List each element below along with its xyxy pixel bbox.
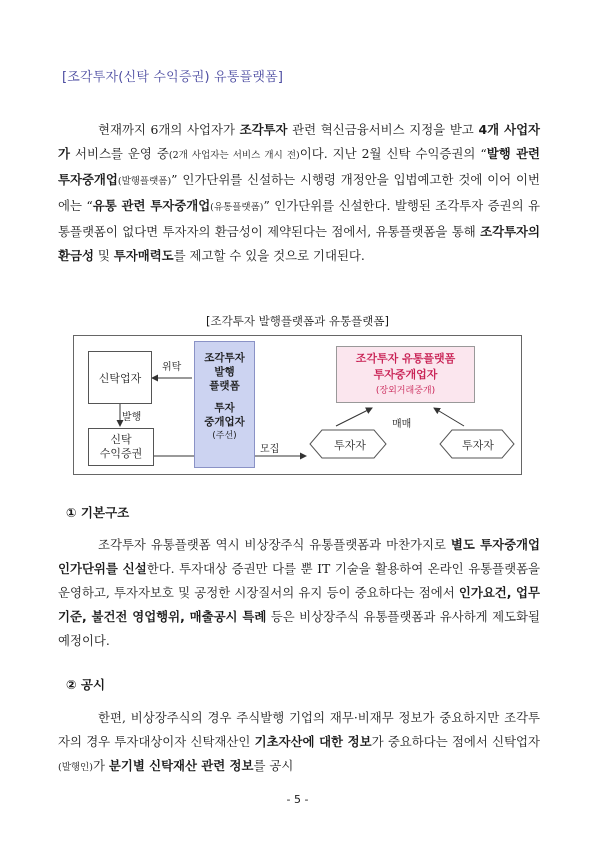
structure-paragraph: 조각투자 유통플랫폼 역시 비상장주식 유통플랫폼과 마찬가지로 별도 투자중개업 인가단위를 신설한다. 투자대상 증권만 다를 뿐 IT 기술을 활용하여 온라인 유통플랫폼을 운영하고, 투자자보호 및 공정한 시장질서의 유지 등이 중요하다는 점에서 인가요건, 업무기준, 불건전 영업행위, 매출공시 특례 등은 비상장주식 유통플랫폼과 유사하게 제도화될 예정이다.: [58, 537, 541, 648]
investor-right: 투자자: [462, 439, 494, 452]
intro-paragraph: 현재까지 6개의 사업자가 조각투자 관련 혁신금융서비스 지정을 받고 4개 사업자가 서비스를 운영 중(2개 사업자는 서비스 개시 전)이다. 지난 2월 신탁 수익증권의 “발행 관련 투자중개업(발행플랫폼)” 인가단위를 신설하는 시행령 개정안을 입법예고한 것에 이어 이번에는 “유통 관련 투자중개업(유통플랫폼)” 인가단위를 신설한다. 발행된 조각투자 증권의 유통플랫폼이 없다면 투자자의 환금성이 제약된다는 점에서, 유통플랫폼을 통해 조각투자의 환금성 및 투자매력도를 제고할 수 있을 것으로 기대된다.: [58, 122, 541, 263]
section-title: [조각투자(신탁 수익증권) 유통플랫폼]: [62, 70, 284, 85]
disclosure-paragraph: 한편, 비상장주식의 경우 주식발행 기업의 재무·비재무 정보가 중요하지만 조각투자의 경우 투자대상이자 신탁재산인 기초자산에 대한 정보가 중요하다는 점에서 신탁업자(발행인)가 분기별 신탁재산 관련 정보를 공시: [58, 710, 541, 773]
label-consign: 위탁: [162, 362, 182, 373]
investor-left: 투자자: [334, 439, 366, 452]
beneficiary-certificate-box: 신탁 수익증권: [88, 428, 154, 466]
label-trade: 매매: [392, 419, 412, 430]
heading-disclosure: ② 공시: [66, 677, 106, 692]
distribution-platform-box: 조각투자 유통플랫폼 투자중개업자 (장외거래중개): [336, 346, 475, 403]
issuance-platform-box: 조각투자 발행 플랫폼 투자 중개업자 (주선): [194, 341, 255, 468]
page-number: - 5 -: [286, 793, 309, 806]
trustee-box: 신탁업자: [88, 351, 152, 404]
label-issue: 발행: [122, 412, 142, 423]
diagram-caption: [조각투자 발행플랫폼과 유통플랫폼]: [206, 314, 389, 328]
heading-basic-structure: ① 기본구조: [66, 505, 130, 520]
label-raise: 모집: [260, 444, 280, 455]
platform-diagram: [73, 335, 522, 475]
